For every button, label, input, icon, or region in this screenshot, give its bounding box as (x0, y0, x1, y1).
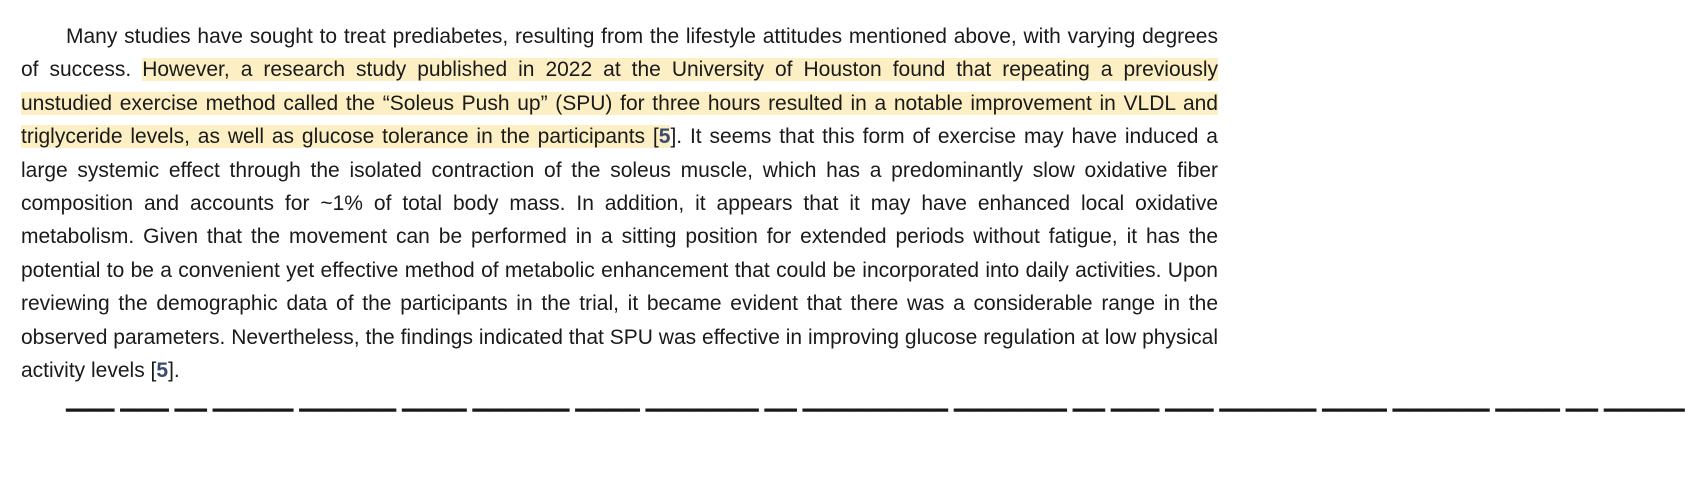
citation-link-5[interactable]: 5 (658, 125, 671, 149)
highlighted-text: However, a research study published in 2022 at the University of Houston found that repeating a previously unstudied exercise method called the “Soleus Push up” (SPU) for three hours resulted in a notable improvement in VLDL and triglyceride levels, as well as glucose tolerance in the participants [ (21, 58, 1218, 149)
next-paragraph-cut-off (21, 410, 1685, 433)
citation-link-5-second[interactable]: 5 (156, 359, 169, 383)
paragraph (21, 20, 1218, 387)
paragraph-body-text: ]. It seems that this form of exercise may have induced a large systemic effect through the isolated contraction of the soleus muscle, which has a predominantly slow oxidative fiber composition and accounts for ~1% of total body mass. In addition, it appears that it may have enhanced local oxidative metabolism. Given that the movement can be performed in a sitting position for extended periods without fatigue, it has the potential to be a convenient yet effective method of metabolic enhancement that could be incorporated into daily activities. Upon reviewing the demographic data of the participants in the trial, it became evident that there was a considerable range in the observed parameters. Nevertheless, the findings indicated that SPU was effective in improving glucose regulation at low physical activity levels [ (21, 125, 1218, 383)
paragraph-intro-text: Many studies have sought to treat prediabetes, resulting from the lifestyle attitudes mentioned above, with varying degrees of success. (21, 25, 1218, 82)
article-body (21, 20, 1218, 387)
next-paragraph-ghost-strokes: ▔▔▔ ▔▔▔ ▔▔ ▔▔▔▔▔ ▔▔▔▔▔▔ ▔▔▔▔ ▔▔▔▔▔▔ ▔▔▔▔ ▔▔▔▔▔▔▔ ▔▔ ▔▔▔▔▔▔▔▔▔ ▔▔▔▔▔▔▔ ▔▔ ▔▔▔ ▔▔▔ ▔▔▔▔▔▔ ▔▔▔▔ ▔▔▔▔▔▔ ▔▔▔▔ ▔▔ ▔▔▔▔▔ (66, 410, 1685, 433)
paragraph-closing-text: ]. (168, 359, 180, 383)
